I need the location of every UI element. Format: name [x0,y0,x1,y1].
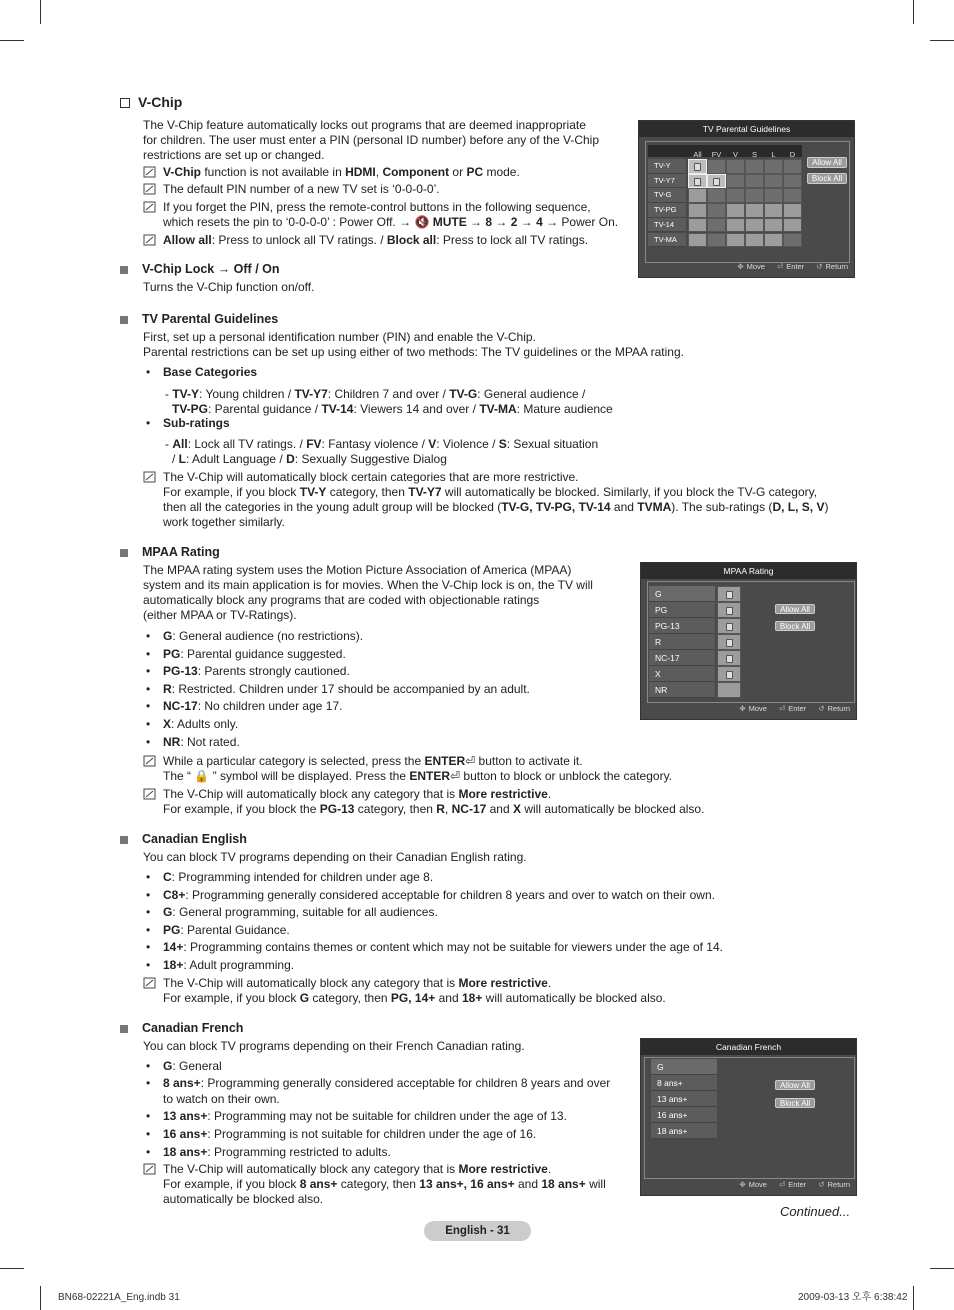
rating-row[interactable]: TV-14 [648,218,686,233]
rating-cell[interactable] [707,174,726,189]
rating-cell[interactable] [764,203,783,218]
move-icon: ✥ [737,262,744,271]
section-description: You can block TV programs depending on their Canadian English rating. [143,850,527,864]
crop-mark [40,1286,41,1310]
move-icon: ✥ [739,1180,746,1189]
square-bullet-icon [120,266,128,274]
section-heading: Canadian French [120,1021,243,1036]
rating-cell[interactable] [783,233,802,248]
lock-icon [726,671,733,679]
note-icon [143,183,156,195]
rating-row[interactable]: TV-G [648,188,686,203]
note: If you forget the PIN, press the remote-control buttons in the following sequence, which resets the pin to ‘0-0-0-0’ : Power Off. → 🔇 MUTE → 8 → 2 → 4 → Power On. [143,200,843,230]
section-title: V-Chip [120,95,182,110]
rating-cell[interactable] [688,218,707,233]
rating-row[interactable]: NC-17 [649,650,715,666]
screen-footer [739,701,850,716]
rating-cell[interactable] [688,203,707,218]
rating-row[interactable]: R [649,634,715,650]
rating-row[interactable]: 8 ans+ [651,1075,717,1091]
list-item-continuation: to watch on their own. [163,1092,280,1106]
lock-cell[interactable] [717,602,741,618]
rating-row[interactable]: TV-Y7 [648,174,686,189]
lock-cell[interactable] [717,682,741,698]
square-bullet-icon [120,1025,128,1033]
rating-cell[interactable] [726,203,745,218]
column-header: All [693,150,702,159]
section-heading: V-Chip Lock → Off / On [120,262,280,277]
lock-icon [694,178,701,186]
allow-all-button[interactable]: Allow All [775,604,815,614]
rating-row[interactable]: TV-Y [648,159,686,174]
rating-cell[interactable] [745,218,764,233]
rating-cell[interactable] [688,174,707,189]
crop-mark [930,1268,954,1269]
note: While a particular category is selected, press the ENTER⏎ button to activate it. The “ 🔒 ” symbol will be displayed. Press the ENTER⏎ button to block or unblock the category. [143,754,843,784]
section-description: Parental restrictions can be set up using either of two methods: The TV guidelines or the MPAA rating. [143,345,684,359]
move-hint: ✥ Move [739,704,767,713]
screen-footer [737,259,848,274]
rating-row[interactable]: PG-13 [649,618,715,634]
lock-cell[interactable] [717,618,741,634]
rating-cell[interactable] [764,159,783,174]
lock-icon [726,639,733,647]
note-icon [143,788,156,800]
lock-icon [726,623,733,631]
rating-cell[interactable] [726,174,745,189]
return-hint: ↺ Return [818,1180,850,1189]
rating-cell[interactable] [707,159,726,174]
note: The default PIN number of a new TV set is ‘0-0-0-0’. [143,182,843,197]
list-item: • 13 ans+: Programming may not be suitable for children under the age of 13. [146,1109,567,1123]
list-item: • Base Categories [146,365,258,379]
rating-row[interactable]: 13 ans+ [651,1091,717,1107]
text-line: - All: Lock all TV ratings. / FV: Fantasy violence / V: Violence / S: Sexual situation [165,437,599,451]
mute-icon: 🔇 [414,215,433,229]
rating-row[interactable]: G [651,1059,717,1075]
section-heading: TV Parental Guidelines [120,312,278,327]
crop-mark [0,1268,24,1269]
list-item: • 18 ans+: Programming restricted to adults. [146,1145,391,1159]
lock-icon [726,655,733,663]
lock-cell[interactable] [717,650,741,666]
rating-cell[interactable] [745,188,764,203]
lock-cell[interactable] [717,666,741,682]
return-icon: ↺ [818,704,825,713]
note-icon [143,977,156,989]
checkbox-icon [120,98,130,108]
section-description: The MPAA rating system uses the Motion Picture Association of America (MPAA) system and its main application is for movies. When the V-Chip lock is on, the TV will automatically block any programs that are coded with objectionable ratings (either MPAA or TV-Ratings). [143,563,593,622]
list-item: • 16 ans+: Programming is not suitable for children under the age of 16. [146,1127,537,1141]
note: The V-Chip will automatically block any category that is More restrictive. For example, if you block G category, then PG, 14+ and 18+ will automatically be blocked also. [143,976,843,1006]
enter-hint: ⏎ Enter [778,704,807,713]
rating-cell[interactable] [745,233,764,248]
column-header: D [789,150,796,159]
enter-hint: ⏎ Enter [776,262,805,271]
list-item: • NC-17: No children under age 17. [146,699,343,714]
return-hint: ↺ Return [816,262,848,271]
block-all-button[interactable]: Block All [775,1098,815,1108]
rating-row[interactable]: TV-PG [648,203,686,218]
rating-cell[interactable] [783,159,802,174]
list-item: • C: Programming intended for children under age 8. [146,870,434,884]
list-item: • G: General programming, suitable for all audiences. [146,905,438,920]
rating-cell[interactable] [726,159,745,174]
rating-cell[interactable] [707,233,726,248]
note: Allow all: Press to unlock all TV ratings. / Block all: Press to lock all TV ratings. [143,233,843,248]
screen-title: TV Parental Guidelines [639,121,854,137]
rating-cell[interactable] [764,174,783,189]
lock-icon [694,163,701,171]
note: The V-Chip will automatically block any category that is More restrictive. For example, if you block 8 ans+ category, then 13 ans+, 16 ans+ and 18 ans+ will automatically be blocked also. [143,1162,623,1207]
return-hint: ↺ Return [818,704,850,713]
list-item: • 14+: Programming contains themes or content which may not be suitable for viewers under the age of 14. [146,940,723,955]
return-icon: ↺ [816,262,823,271]
list-item: • R: Restricted. Children under 17 should be accompanied by an adult. [146,681,530,696]
rating-row[interactable]: PG [649,602,715,618]
list-item: • C8+: Programming generally considered acceptable for children 8 years and over to watch on their own. [146,887,715,902]
lock-cell[interactable] [717,586,741,602]
note: The V-Chip will automatically block certain categories that are more restrictive. For example, if you block TV-Y category, then TV-Y7 will automatically be blocked. Similarly, if you block the TV-G category, then all the categories in the young adult group will be blocked (TV-G, TV-PG, TV-14 and TVMA). The sub-ratings (D, L, S, V) work together similarly. [143,470,843,530]
text-line: - TV-Y: Young children / TV-Y7: Children 7 and over / TV-G: General audience / [165,387,586,401]
square-bullet-icon [120,316,128,324]
square-bullet-icon [120,549,128,557]
square-bullet-icon [120,836,128,844]
allow-all-button[interactable]: Allow All [807,157,847,168]
list-item: • Sub-ratings [146,416,230,430]
rating-cell[interactable] [783,203,802,218]
note-icon [143,471,156,483]
crop-mark [930,40,954,41]
rating-cell[interactable] [783,188,802,203]
note: V-Chip function is not available in HDMI, Component or PC mode. [143,165,843,180]
list-item: • 18+: Adult programming. [146,958,295,972]
continued-label: Continued... [780,1204,851,1219]
lock-icon [726,591,733,599]
note: The V-Chip will automatically block any category that is More restrictive. For example, if you block the PG-13 category, then R, NC-17 and X will automatically be blocked also. [143,787,843,817]
list-item: • PG: Parental Guidance. [146,922,290,937]
move-icon: ✥ [739,704,746,713]
text-line: TV-PG: Parental guidance / TV-14: Viewers 14 and over / TV-MA: Mature audience [172,402,613,416]
column-header: FV [711,150,722,159]
note-icon [143,1163,156,1175]
enter-hint: ⏎ Enter [778,1180,807,1189]
lock-icon [726,607,733,615]
enter-icon: ⏎ [778,1180,786,1189]
list-item: • NR: Not rated. [146,734,240,749]
rating-cell[interactable] [707,188,726,203]
rating-cell[interactable] [688,188,707,203]
lock-icon [713,178,720,186]
column-header: L [771,150,776,159]
allow-all-button[interactable]: Allow All [775,1080,815,1090]
tv-parental-screen [638,120,855,278]
note-icon [143,166,156,178]
note-icon [143,755,156,767]
rating-cell[interactable] [783,174,802,189]
rating-cell[interactable] [745,203,764,218]
intro-paragraph: The V-Chip feature automatically locks out programs that are deemed inappropriate for children. The user must enter a PIN (personal ID number) before any of the V-Chip restrictions are set up or changed. [143,118,599,162]
column-header: S [751,150,757,159]
note-icon [143,201,156,213]
section-heading: MPAA Rating [120,545,220,560]
list-item: • G: General audience (no restrictions). [146,629,364,643]
rating-cell[interactable] [745,159,764,174]
move-hint: ✥ Move [737,262,765,271]
print-footer-left: BN68-02221A_Eng.indb 31 [58,1292,180,1303]
rating-cell[interactable] [726,233,745,248]
rating-cell[interactable] [688,233,707,248]
list-item: • X: Adults only. [146,717,239,731]
crop-mark [913,1286,914,1310]
list-item: • PG-13: Parents strongly cautioned. [146,664,350,679]
section-heading: Canadian English [120,832,247,847]
rating-cell[interactable] [783,218,802,233]
enter-icon: ⏎ [778,704,786,713]
block-all-button[interactable]: Block All [775,621,815,631]
rating-row[interactable]: X [649,666,715,682]
list-item: • 8 ans+: Programming generally considered acceptable for children 8 years and over [146,1076,611,1090]
rating-row[interactable]: G [649,586,715,602]
print-footer-right: 2009-03-13 오후 6:38:42 [798,1292,908,1303]
rating-cell[interactable] [726,218,745,233]
screen-title: MPAA Rating [641,563,856,579]
rating-cell[interactable] [688,159,707,174]
rating-cell[interactable] [764,233,783,248]
return-icon: ↺ [818,1180,825,1189]
screen-footer [739,1177,850,1192]
section-description: You can block TV programs depending on their French Canadian rating. [143,1039,525,1053]
note-icon [143,234,156,246]
section-description: Turns the V-Chip function on/off. [143,280,315,294]
rating-cell[interactable] [764,218,783,233]
rating-cell[interactable] [764,188,783,203]
move-hint: ✥ Move [739,1180,767,1189]
rating-row[interactable]: 18 ans+ [651,1123,717,1139]
enter-icon: ⏎ [776,262,784,271]
rating-cell[interactable] [745,174,764,189]
crop-mark [0,40,24,41]
block-all-button[interactable]: Block All [807,173,847,184]
rating-row[interactable]: TV-MA [648,233,686,248]
crop-mark [913,0,914,24]
list-item: • PG: Parental guidance suggested. [146,646,346,661]
crop-mark [40,0,41,24]
section-description: First, set up a personal identification number (PIN) and enable the V-Chip. [143,330,536,344]
rating-cell[interactable] [707,218,726,233]
mpaa-screen [640,562,857,720]
lock-cell[interactable] [717,634,741,650]
canadian-french-screen [640,1038,857,1196]
rating-cell[interactable] [726,188,745,203]
rating-row[interactable]: 16 ans+ [651,1107,717,1123]
list-item: • G: General [146,1059,222,1073]
text-line: / L: Adult Language / D: Sexually Suggestive Dialog [172,452,447,466]
page-number: English - 31 [424,1221,531,1241]
rating-row[interactable]: NR [649,682,715,698]
screen-title: Canadian French [641,1039,856,1055]
column-header: V [732,150,738,159]
rating-cell[interactable] [707,203,726,218]
